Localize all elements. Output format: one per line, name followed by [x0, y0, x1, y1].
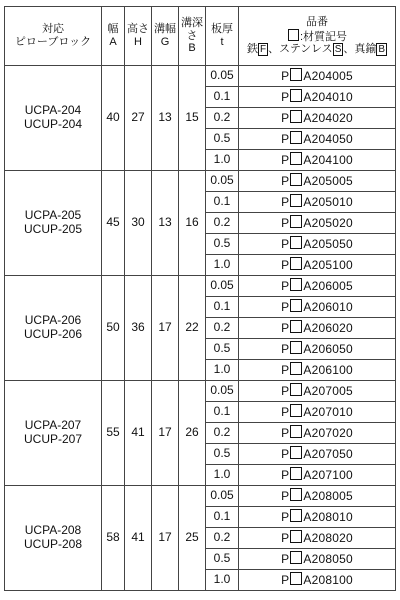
- thickness-cell: 0.05: [206, 66, 239, 87]
- header-thickness-line2: t: [220, 36, 224, 48]
- material-brass-label: 、真鍮: [343, 43, 377, 56]
- header-row: [5, 7, 396, 66]
- thickness-cell: 1.0: [206, 570, 239, 591]
- table-row: [5, 66, 396, 87]
- header-height: [125, 7, 152, 66]
- part-number-cell: [239, 423, 396, 444]
- part-prefix: P: [281, 279, 290, 294]
- part-suffix: A204100: [303, 153, 353, 168]
- part-suffix: A206010: [303, 300, 353, 315]
- part-suffix: A205005: [303, 174, 353, 189]
- material-box-icon: [290, 425, 302, 438]
- dim-b: 15: [179, 66, 206, 171]
- dim-h: 27: [125, 66, 152, 171]
- part-number-cell: [239, 549, 396, 570]
- thickness-cell: 1.0: [206, 255, 239, 276]
- part-number-cell: [239, 234, 396, 255]
- material-sus-label: 、ステンレス: [268, 43, 333, 56]
- dim-g: 17: [152, 276, 179, 381]
- part-number-cell: [239, 129, 396, 150]
- dim-b: 25: [179, 486, 206, 591]
- part-prefix: P: [281, 447, 290, 462]
- material-box-icon: [290, 362, 302, 375]
- header-part-note: [239, 29, 395, 44]
- material-box-icon: [290, 488, 302, 501]
- part-prefix: P: [281, 552, 290, 567]
- thickness-cell: 0.05: [206, 381, 239, 402]
- material-box-icon: [290, 530, 302, 543]
- material-box-icon: [290, 278, 302, 291]
- dim-h: 36: [125, 276, 152, 381]
- material-box-icon: [290, 68, 302, 81]
- part-suffix: A208100: [303, 573, 353, 588]
- dim-b: 16: [179, 171, 206, 276]
- part-prefix: P: [281, 363, 290, 378]
- thickness-cell: 0.5: [206, 549, 239, 570]
- thickness-cell: 0.2: [206, 213, 239, 234]
- dim-a: 58: [102, 486, 125, 591]
- dim-h: 41: [125, 486, 152, 591]
- dim-a: 45: [102, 171, 125, 276]
- material-box-icon: [290, 509, 302, 522]
- header-height-line2: H: [134, 36, 142, 48]
- part-prefix: P: [281, 174, 290, 189]
- model-name-2: UCUP-204: [23, 117, 83, 131]
- thickness-cell: 0.05: [206, 276, 239, 297]
- material-iron-label: 鉄: [246, 43, 258, 56]
- header-groove-depth-line1: 溝深さ: [181, 17, 203, 42]
- material-box-icon: [288, 29, 299, 41]
- header-groove-width: [152, 7, 179, 66]
- part-prefix: P: [281, 468, 290, 483]
- part-number-cell: [239, 360, 396, 381]
- header-groove-width-line1: 溝幅: [154, 23, 176, 36]
- dim-h: 30: [125, 171, 152, 276]
- spec-body: [5, 66, 396, 591]
- part-prefix: P: [281, 216, 290, 231]
- part-suffix: A207050: [303, 447, 353, 462]
- thickness-cell: 0.1: [206, 87, 239, 108]
- material-box-icon: [290, 572, 302, 585]
- header-width-line2: A: [109, 36, 117, 48]
- model-name-1: UCPA-204: [24, 103, 82, 118]
- part-prefix: P: [281, 300, 290, 315]
- material-box-icon: [290, 341, 302, 354]
- model-name-2: UCUP-207: [23, 432, 83, 446]
- material-brass-code: B: [378, 44, 386, 56]
- part-number-cell: [239, 528, 396, 549]
- thickness-cell: 0.05: [206, 171, 239, 192]
- part-suffix: A207005: [303, 384, 353, 399]
- part-suffix: A206005: [303, 279, 353, 294]
- part-prefix: P: [281, 426, 290, 441]
- part-suffix: A207100: [303, 468, 353, 483]
- thickness-cell: 1.0: [206, 150, 239, 171]
- part-number-cell: [239, 486, 396, 507]
- part-prefix: P: [281, 153, 290, 168]
- model-name-2: UCUP-206: [23, 327, 83, 341]
- part-suffix: A208005: [303, 489, 353, 504]
- material-box-icon: [290, 236, 302, 249]
- material-box-icon: [290, 446, 302, 459]
- table-row: [5, 381, 396, 402]
- part-suffix: A208050: [303, 552, 353, 567]
- part-number-cell: [239, 318, 396, 339]
- part-suffix: A206020: [303, 321, 353, 336]
- dim-b: 26: [179, 381, 206, 486]
- part-number-cell: [239, 87, 396, 108]
- part-suffix: A207020: [303, 426, 353, 441]
- thickness-cell: 0.5: [206, 129, 239, 150]
- part-number-cell: [239, 171, 396, 192]
- material-box-icon: [290, 110, 302, 123]
- part-prefix: P: [281, 90, 290, 105]
- part-prefix: P: [281, 111, 290, 126]
- part-prefix: P: [281, 195, 290, 210]
- thickness-cell: 0.1: [206, 402, 239, 423]
- thickness-cell: 1.0: [206, 360, 239, 381]
- thickness-cell: 0.1: [206, 507, 239, 528]
- model-name-2: UCUP-208: [23, 537, 83, 551]
- thickness-cell: 0.1: [206, 192, 239, 213]
- model-name-1: UCPA-207: [24, 418, 82, 433]
- part-number-cell: [239, 255, 396, 276]
- thickness-cell: 0.5: [206, 444, 239, 465]
- header-groove-depth-line2: B: [188, 42, 196, 55]
- material-box-icon: [290, 152, 302, 165]
- material-sus-code: S: [334, 44, 342, 56]
- part-suffix: A204005: [303, 69, 353, 84]
- model-name-2: UCUP-205: [23, 222, 83, 236]
- part-suffix: A204050: [303, 132, 353, 147]
- part-prefix: P: [281, 405, 290, 420]
- part-suffix: A208020: [303, 531, 353, 546]
- pillow-block-model: [5, 381, 102, 486]
- part-suffix: A207010: [303, 405, 353, 420]
- pillow-block-model: [5, 486, 102, 591]
- part-prefix: P: [281, 489, 290, 504]
- material-box-icon: [290, 383, 302, 396]
- pillow-block-model: [5, 66, 102, 171]
- material-box-icon: [290, 320, 302, 333]
- part-suffix: A205010: [303, 195, 353, 210]
- part-suffix: A204020: [303, 111, 353, 126]
- thickness-cell: 0.05: [206, 486, 239, 507]
- table-row: [5, 171, 396, 192]
- thickness-cell: 0.2: [206, 528, 239, 549]
- thickness-cell: 0.5: [206, 234, 239, 255]
- part-number-cell: [239, 276, 396, 297]
- dim-g: 17: [152, 486, 179, 591]
- part-prefix: P: [281, 132, 290, 147]
- header-width-line1: 幅: [107, 23, 119, 36]
- pillow-block-model: [5, 276, 102, 381]
- model-name-1: UCPA-206: [24, 313, 82, 328]
- header-thickness-line1: 板厚: [211, 23, 233, 36]
- part-prefix: P: [281, 384, 290, 399]
- header-part-title: 品番: [306, 15, 328, 28]
- material-box-icon: [290, 173, 302, 186]
- part-suffix: A205020: [303, 216, 353, 231]
- part-number-cell: [239, 213, 396, 234]
- material-box-icon: [290, 551, 302, 564]
- thickness-cell: 1.0: [206, 465, 239, 486]
- dim-a: 55: [102, 381, 125, 486]
- dim-g: 13: [152, 66, 179, 171]
- part-prefix: P: [281, 573, 290, 588]
- material-box-icon: [290, 215, 302, 228]
- table-row: [5, 276, 396, 297]
- thickness-cell: 0.2: [206, 318, 239, 339]
- part-number-cell: [239, 465, 396, 486]
- header-block: [5, 7, 102, 66]
- part-number-cell: [239, 339, 396, 360]
- header-part-number: [239, 7, 396, 66]
- header-part-note-text: :材質記号: [299, 30, 348, 43]
- part-number-cell: [239, 402, 396, 423]
- header-groove-depth: [179, 7, 206, 66]
- part-prefix: P: [281, 531, 290, 546]
- spec-table: [4, 6, 396, 591]
- dim-b: 22: [179, 276, 206, 381]
- material-box-icon: [290, 257, 302, 270]
- part-suffix: A206050: [303, 342, 353, 357]
- thickness-cell: 0.2: [206, 108, 239, 129]
- dim-g: 13: [152, 171, 179, 276]
- header-groove-width-line2: G: [160, 36, 170, 48]
- part-prefix: P: [281, 321, 290, 336]
- part-number-cell: [239, 570, 396, 591]
- pillow-block-model: [5, 171, 102, 276]
- part-number-cell: [239, 297, 396, 318]
- header-material-legend: [239, 43, 395, 56]
- dim-h: 41: [125, 381, 152, 486]
- part-number-cell: [239, 444, 396, 465]
- material-box-icon: [290, 404, 302, 417]
- header-thickness: [206, 7, 239, 66]
- material-box-icon: [290, 467, 302, 480]
- part-prefix: P: [281, 342, 290, 357]
- part-number-cell: [239, 150, 396, 171]
- model-name-1: UCPA-205: [24, 208, 82, 223]
- thickness-cell: 0.1: [206, 297, 239, 318]
- header-block-line2: ピローブロック: [14, 36, 92, 48]
- material-box-icon: [290, 299, 302, 312]
- part-number-cell: [239, 507, 396, 528]
- material-box-icon: [290, 89, 302, 102]
- part-prefix: P: [281, 69, 290, 84]
- model-name-1: UCPA-208: [24, 523, 82, 538]
- header-height-line1: 高さ: [127, 23, 149, 36]
- part-suffix: A208010: [303, 510, 353, 525]
- thickness-cell: 0.5: [206, 339, 239, 360]
- part-prefix: P: [281, 258, 290, 273]
- material-box-icon: [290, 194, 302, 207]
- part-number-cell: [239, 381, 396, 402]
- dim-a: 40: [102, 66, 125, 171]
- header-width: [102, 7, 125, 66]
- part-suffix: A204010: [303, 90, 353, 105]
- part-suffix: A205050: [303, 237, 353, 252]
- dim-a: 50: [102, 276, 125, 381]
- header-block-line1: 対応: [42, 23, 64, 36]
- part-prefix: P: [281, 510, 290, 525]
- part-prefix: P: [281, 237, 290, 252]
- part-number-cell: [239, 66, 396, 87]
- dim-g: 17: [152, 381, 179, 486]
- thickness-cell: 0.2: [206, 423, 239, 444]
- material-box-icon: [290, 131, 302, 144]
- material-iron-code: F: [259, 44, 267, 56]
- part-suffix: A205100: [303, 258, 353, 273]
- table-row: [5, 486, 396, 507]
- part-number-cell: [239, 108, 396, 129]
- part-suffix: A206100: [303, 363, 353, 378]
- part-number-cell: [239, 192, 396, 213]
